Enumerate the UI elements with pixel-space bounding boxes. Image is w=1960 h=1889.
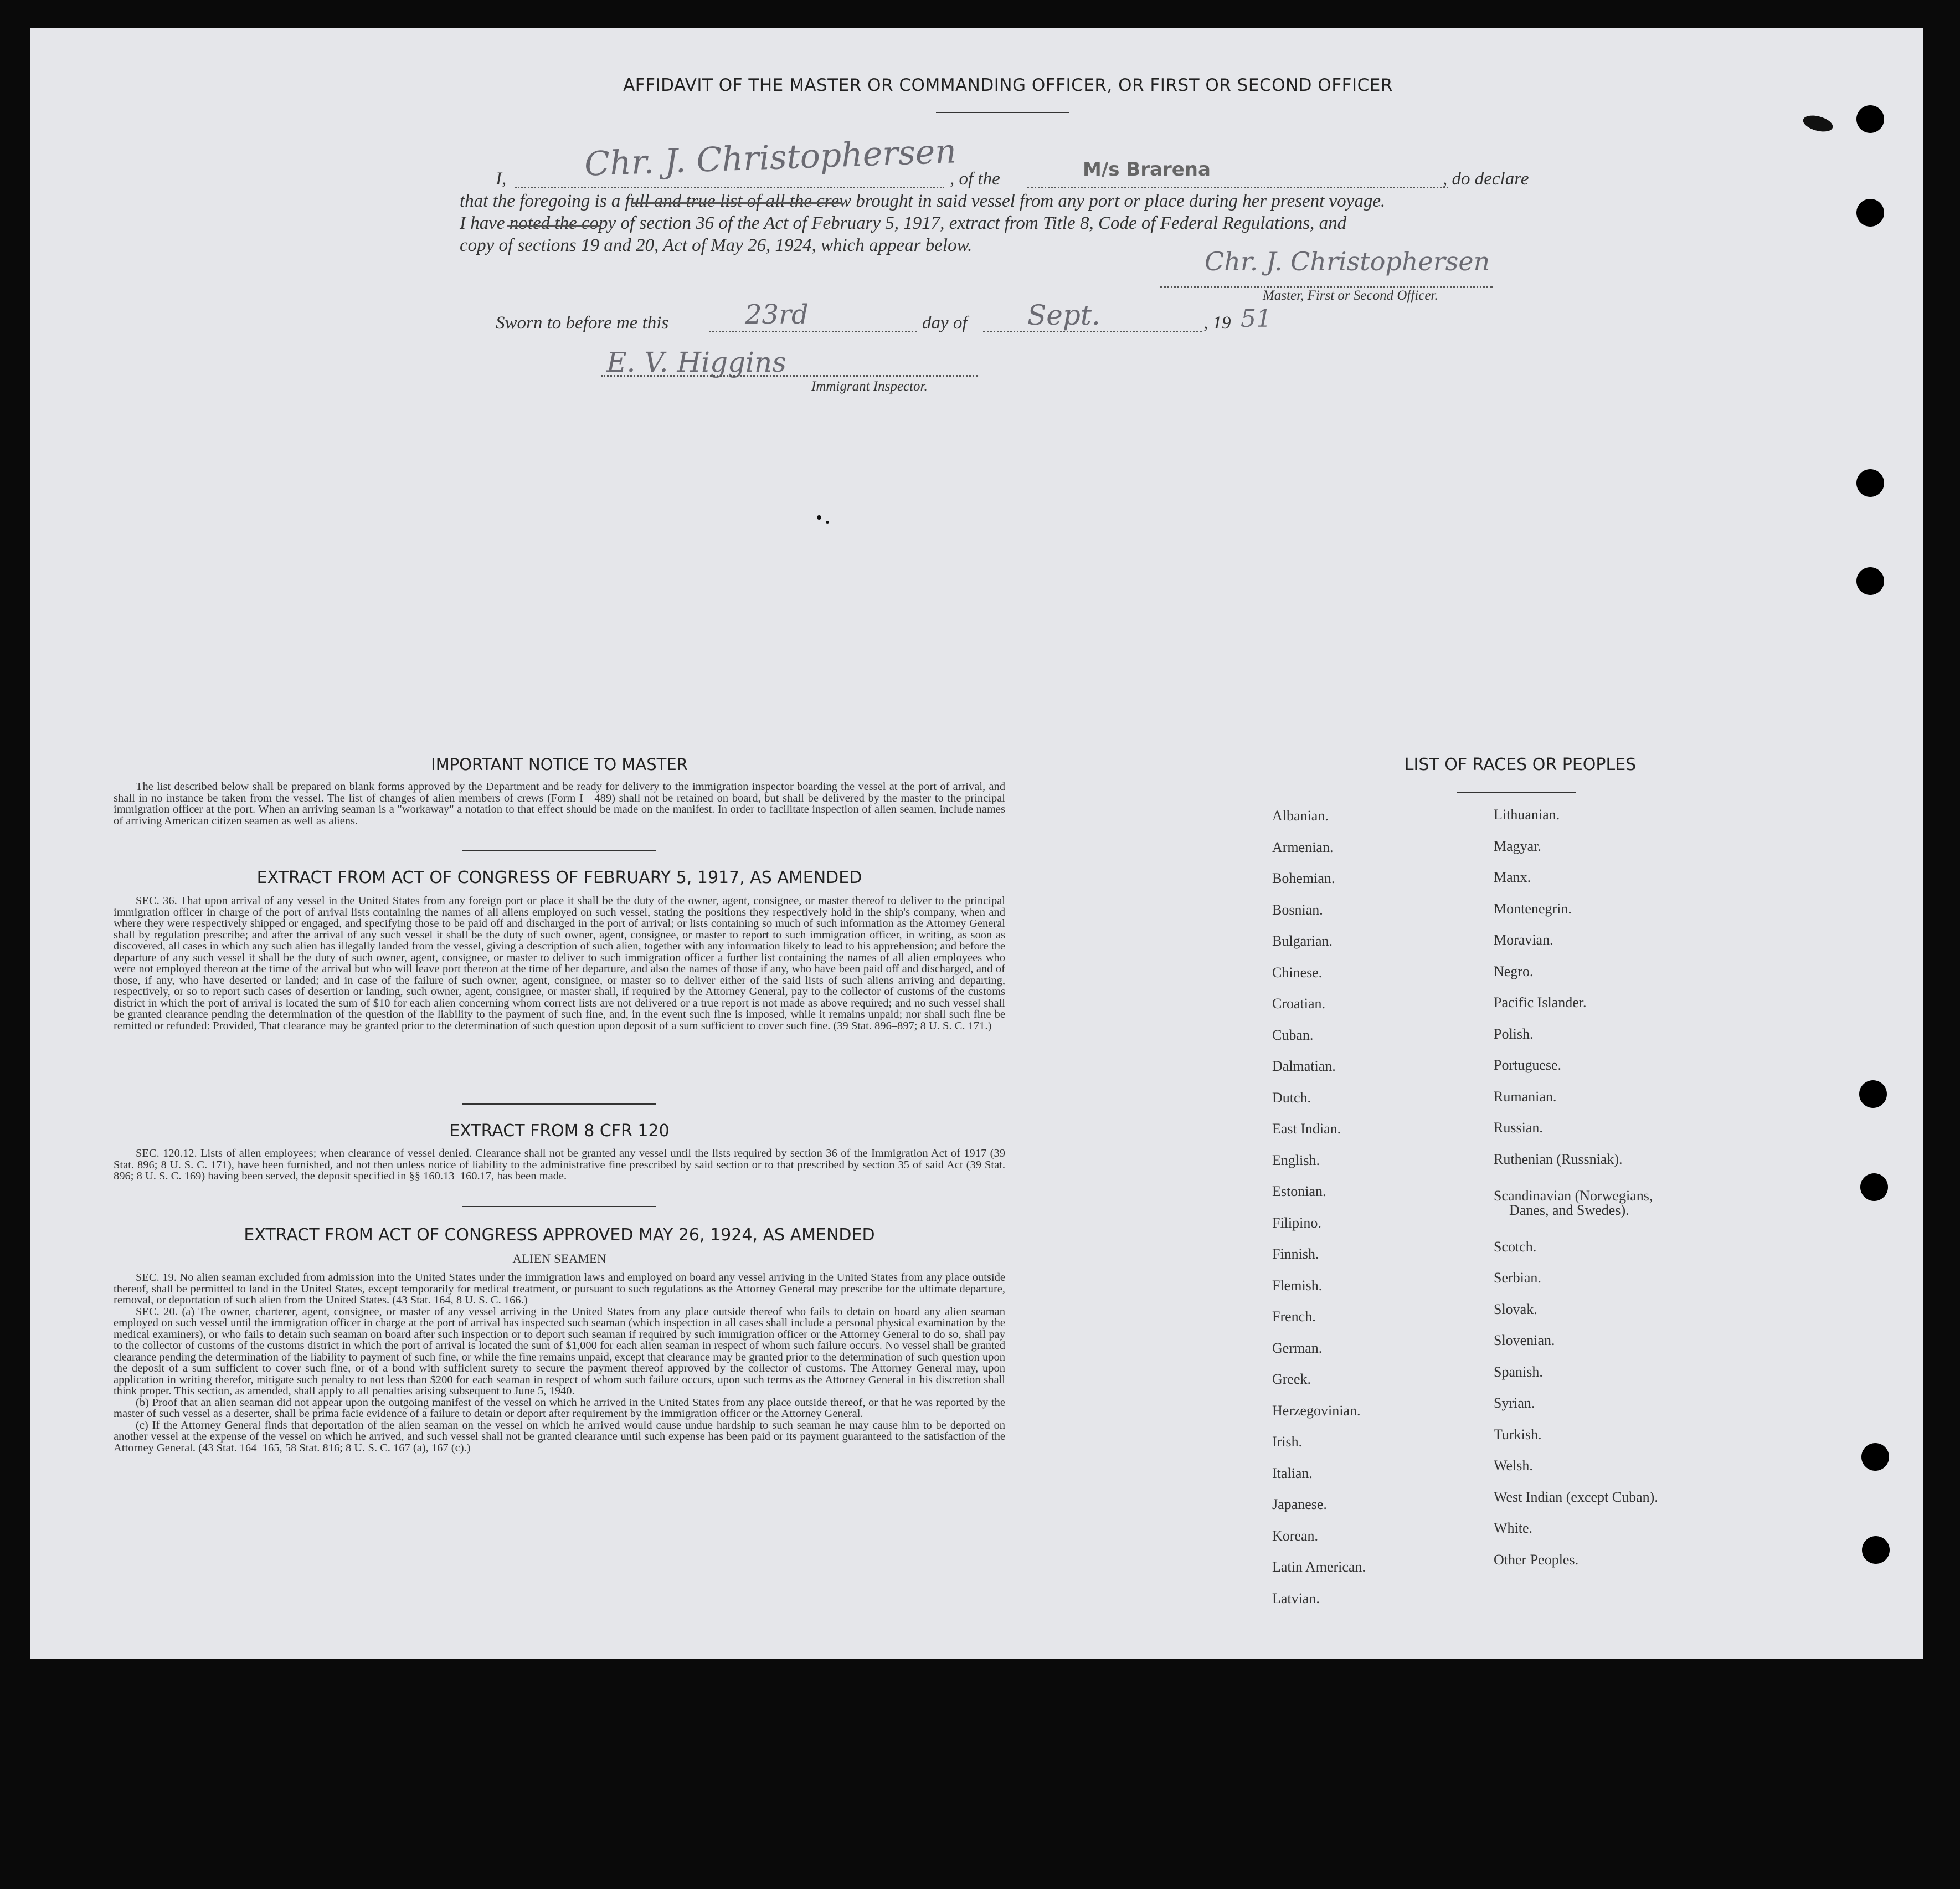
race-item: Welsh.: [1494, 1457, 1533, 1474]
sworn-day: 23rd: [745, 299, 809, 330]
race-item: Japanese.: [1272, 1496, 1327, 1512]
punch-hole: [1856, 199, 1884, 227]
race-item: Bosnian.: [1272, 901, 1323, 918]
race-item: Ruthenian (Russniak).: [1494, 1151, 1623, 1167]
declaration-line-4: copy of sections 19 and 20, Act of May 26, 1924, which appear below.: [460, 235, 973, 255]
race-item: White.: [1494, 1520, 1533, 1536]
declarant-prefix: I,: [496, 169, 507, 189]
sworn-label: Sworn to before me this: [496, 313, 669, 333]
race-item: Portuguese.: [1494, 1057, 1562, 1073]
race-item: Latin American.: [1272, 1559, 1366, 1575]
race-item: Finnish.: [1272, 1246, 1319, 1262]
inspector-caption: Immigrant Inspector.: [811, 379, 928, 394]
form-sheet: [30, 28, 1923, 1659]
notice-body: The list described below shall be prepared on blank forms approved by the Department and be ready for delivery to the immigration inspector boarding the vessel at the port of arrival, and shall in no instance be taken from the vessel. The list of changes of alien members of crews (Form I—489) shall not be retained on board, but shall be delivered by the master to the principal immigration officer at the port. When an arriving seaman is a "workaway" a notation to that effect should be made on the manifest. In order to facilitate inspection of alien seamen, include names of arriving American citizen seamen as well as aliens.: [114, 781, 1005, 827]
punch-hole: [1859, 1080, 1887, 1108]
race-item: Lithuanian.: [1494, 807, 1560, 823]
races-left-column: [1272, 808, 1366, 1621]
race-item: Russian.: [1494, 1120, 1543, 1136]
race-item: English.: [1272, 1152, 1320, 1168]
race-item: Armenian.: [1272, 839, 1334, 855]
race-item: Other Peoples.: [1494, 1551, 1579, 1568]
race-item: Polish.: [1494, 1025, 1534, 1042]
race-item: Moravian.: [1494, 932, 1553, 948]
extract2-divider: [462, 1206, 656, 1207]
strike-noted: [507, 225, 601, 227]
race-item: Bulgarian.: [1272, 933, 1333, 949]
race-item: Turkish.: [1494, 1426, 1542, 1443]
race-item: Greek.: [1272, 1371, 1311, 1387]
do-declare-label: , do declare: [1443, 169, 1529, 189]
master-signature: Chr. J. Christophersen: [1205, 247, 1490, 276]
strike-foregoing: [631, 202, 842, 204]
inspector-signature: E. V. Higgins: [606, 346, 786, 378]
race-item: Cuban.: [1272, 1026, 1314, 1043]
punch-hole: [1856, 105, 1884, 133]
master-caption: Master, First or Second Officer.: [1263, 288, 1438, 303]
race-item: Pacific Islander.: [1494, 994, 1587, 1010]
race-item: Scotch.: [1494, 1238, 1537, 1255]
race-item: Italian.: [1272, 1465, 1313, 1481]
extract1-divider: [462, 1103, 656, 1105]
race-item: Albanian.: [1272, 808, 1329, 824]
of-the-label: , of the: [950, 169, 1000, 189]
ink-blot: [1802, 112, 1835, 134]
race-item: French.: [1272, 1308, 1316, 1325]
race-item: Latvian.: [1272, 1590, 1320, 1606]
race-item: Scandinavian (Norwegians,: [1494, 1187, 1653, 1204]
sworn-day-line: [709, 331, 917, 332]
title-divider: [936, 112, 1069, 113]
race-item: German.: [1272, 1339, 1323, 1356]
race-item: Dalmatian.: [1272, 1058, 1336, 1074]
declarant-name-line: [515, 187, 944, 188]
year-prefix: , 19: [1203, 313, 1231, 333]
vessel-name-line: [1027, 187, 1448, 188]
race-item: Korean.: [1272, 1527, 1319, 1544]
declaration-line-3: I have noted the copy of section 36 of the Act of February 5, 1917, extract from Title 8, Code of Federal Regulations, and: [460, 213, 1347, 233]
punch-hole: [1856, 567, 1884, 595]
race-item: West Indian (except Cuban).: [1494, 1488, 1658, 1505]
race-item: Danes, and Swedes).: [1509, 1202, 1629, 1218]
vessel-name-stamp: M/s Brarena: [1083, 158, 1211, 181]
sec19-paragraph: SEC. 19. No alien seaman excluded from admission into the United States under the immigration laws and employed on board any vessel arriving in the United States from any place outside thereof, shall be permitted to land in the United States, except temporarily for medical treatment, or pursuant to such regulations as the Attorney General may prescribe for the ultimate departure, removal, or deportation of such alien from the United States. (43 Stat. 164, 8 U. S. C. 166.): [114, 1271, 1005, 1306]
notice-divider: [462, 850, 656, 851]
punch-hole: [1862, 1536, 1890, 1564]
race-item: Serbian.: [1494, 1270, 1541, 1286]
sec20c-paragraph: (c) If the Attorney General finds that deportation of the alien seaman on the vessel on which he arrived would cause undue hardship to such seaman he may cause him to be deported on another vessel at the expense of the vessel on which he arrived, and such vessel shall not be granted clearance until such expense has been paid or its payment guaranteed to the satisfaction of the Attorney General. (43 Stat. 164–165, 58 Stat. 816; 8 U. S. C. 167 (a), 167 (c).): [114, 1419, 1005, 1454]
race-item: Spanish.: [1494, 1363, 1543, 1380]
notice-title: IMPORTANT NOTICE TO MASTER: [431, 755, 688, 774]
extract-1924-body: [114, 1272, 1005, 1454]
sec20b-paragraph: (b) Proof that an alien seaman did not appear upon the outgoing manifest of the vessel on which he arrived in the United States from any place outside thereof, or that he was reported by the master of such vessel as a deserter, shall be prima facie evidence of a failure to detain or deport after requirement by the immigration officer or the Attorney General.: [114, 1396, 1005, 1420]
race-item: Chinese.: [1272, 964, 1323, 981]
inspector-signature-line: [601, 375, 978, 377]
race-item: Dutch.: [1272, 1089, 1311, 1106]
extract-cfr-body: SEC. 120.12. Lists of alien employees; when clearance of vessel denied. Clearance shall not be granted any vessel until the lists required by section 36 of the Immigration Act of 1917 (39 Stat. 896; 8 U. S. C. 171), have been furnished, and not then unless notice of liability to the administrative fine prescribed by said section or to that prescribed by section 35 of said Act (39 Stat. 896; 8 U. S. C. 169) having been served, the deposit specified in §§ 160.13–160.17, has been made.: [114, 1147, 1005, 1182]
race-item: Slovak.: [1494, 1301, 1537, 1317]
ink-speck: [817, 515, 821, 520]
race-item: Bohemian.: [1272, 870, 1335, 886]
sec20a-paragraph: SEC. 20. (a) The owner, charterer, agent, consignee, or master of any vessel arriving in the United States from any place outside thereof who fails to detain on board any alien seaman employed on such vessel until the immigration officer in charge at the port of arrival has inspected such seaman (which inspection in all cases shall include a personal physical examination by the medical examiners), or who fails to detain such seaman on board after such inspection or to deport such seaman if required by such immigration officer or the Attorney General to do so, shall pay to the collector of customs of the customs district in which the port of arrival is located the sum of $1,000 for each alien seaman in respect of whom such failure occurs. No vessel shall be granted clearance pending the determination of the liability to payment of such fine, or while the fine remains unpaid, except that clearance may be granted prior to the determination of such question upon the deposit of a sum sufficient to cover such fine, or of a bond with sufficient surety to secure the payment thereof approved by the collector of customs. The Attorney General may, upon application in writing therefor, mitigate such penalty to not less than $200 for each seaman in respect of whom such failure occurs, upon such terms as the Attorney General in his discretion shall think proper. This section, as amended, shall apply to all penalties arising subsequent to June 5, 1940.: [114, 1305, 1005, 1397]
race-item: Syrian.: [1494, 1395, 1535, 1411]
alien-seamen-subtitle: ALIEN SEAMEN: [512, 1252, 606, 1266]
races-right-column: [1494, 807, 1658, 1583]
sworn-year: 51: [1241, 305, 1272, 333]
race-item: Estonian.: [1272, 1183, 1326, 1199]
day-of-label: day of: [922, 313, 968, 333]
race-item: Negro.: [1494, 963, 1534, 979]
declarant-signature: Chr. J. Christophersen: [583, 132, 957, 184]
punch-hole: [1860, 1173, 1888, 1201]
sworn-month: Sept.: [1027, 299, 1100, 331]
race-item: Slovenian.: [1494, 1332, 1555, 1348]
race-item: Filipino.: [1272, 1214, 1321, 1231]
races-divider: [1457, 792, 1576, 793]
affidavit-title: AFFIDAVIT OF THE MASTER OR COMMANDING OFFICER, OR FIRST OR SECOND OFFICER: [623, 75, 1393, 95]
ink-speck: [826, 521, 829, 524]
race-item: Croatian.: [1272, 995, 1326, 1012]
race-item: Magyar.: [1494, 838, 1541, 854]
race-item: Flemish.: [1272, 1277, 1323, 1293]
declaration-line-2: that the foregoing is a full and true list of all the crew brought in said vessel from any port or place during her present voyage.: [460, 191, 1386, 211]
race-item: Rumanian.: [1494, 1088, 1557, 1105]
punch-hole: [1856, 469, 1884, 497]
extract-1917-body: SEC. 36. That upon arrival of any vessel in the United States from any foreign port or place it shall be the duty of the owner, agent, consignee, or master thereof to deliver to the principal immigration officer in charge of the port of arrival lists containing the names of all aliens employed on such vessel, stating the positions they respectively hold in the ship's company, when and where they were respectively shipped or engaged, and specifying those to be paid off and discharged in the port of arrival; or lists containing so much of such information as the Attorney General shall by regulation prescribe; and after the arrival of any such vessel it shall be the duty of such owner, agent, consignee, or master to report to such immigration officer, in writing, as soon as discovered, all cases in which any such alien has illegally landed from the vessel, giving a description of such alien, together with any information likely to lead to his apprehension; and before the departure of any such vessel it shall be the duty of such owner, agent, consignee, or master to deliver to such immigration officer a further list containing the names of all alien employees who were not employed thereon at the time of the arrival but who will leave port thereon at the time of her departure, and also the names of those if any, who have been paid off and discharged, and of those, if any, who have deserted or landed; and in case of the failure of such owner, agent, consignee, or master so to deliver either of the said lists of such aliens arriving and departing, respectively, or so to report such cases of desertion or landing, such owner, agent, consignee, or master shall, if required by the Attorney General, pay to the collector of customs of the customs district in which the port of arrival is located the sum of $10 for each alien concerning whom correct lists are not delivered or a true report is not made as above required; and no such vessel shall be granted clearance pending the determination of the question of the liability to the payment of such fine, and, in the event such fine is imposed, while it remains unpaid; nor shall such fine be remitted or refunded: Provided, That clearance may be granted prior to the determination of such question upon deposit of a sum sufficient to cover such fine. (39 Stat. 896–897; 8 U. S. C. 171.): [114, 895, 1005, 1032]
extract-cfr-title: EXTRACT FROM 8 CFR 120: [449, 1121, 670, 1141]
race-item: Irish.: [1272, 1434, 1303, 1450]
extract-1917-title: EXTRACT FROM ACT OF CONGRESS OF FEBRUARY 5, 1917, AS AMENDED: [256, 868, 862, 887]
races-title: LIST OF RACES OR PEOPLES: [1404, 755, 1637, 774]
race-item: Montenegrin.: [1494, 900, 1572, 917]
race-item: Manx.: [1494, 869, 1531, 885]
master-signature-line: [1160, 286, 1493, 288]
punch-hole: [1861, 1443, 1889, 1471]
race-item: Herzegovinian.: [1272, 1402, 1361, 1419]
extract-1924-title: EXTRACT FROM ACT OF CONGRESS APPROVED MAY 26, 1924, AS AMENDED: [244, 1225, 875, 1245]
race-item: East Indian.: [1272, 1121, 1341, 1137]
